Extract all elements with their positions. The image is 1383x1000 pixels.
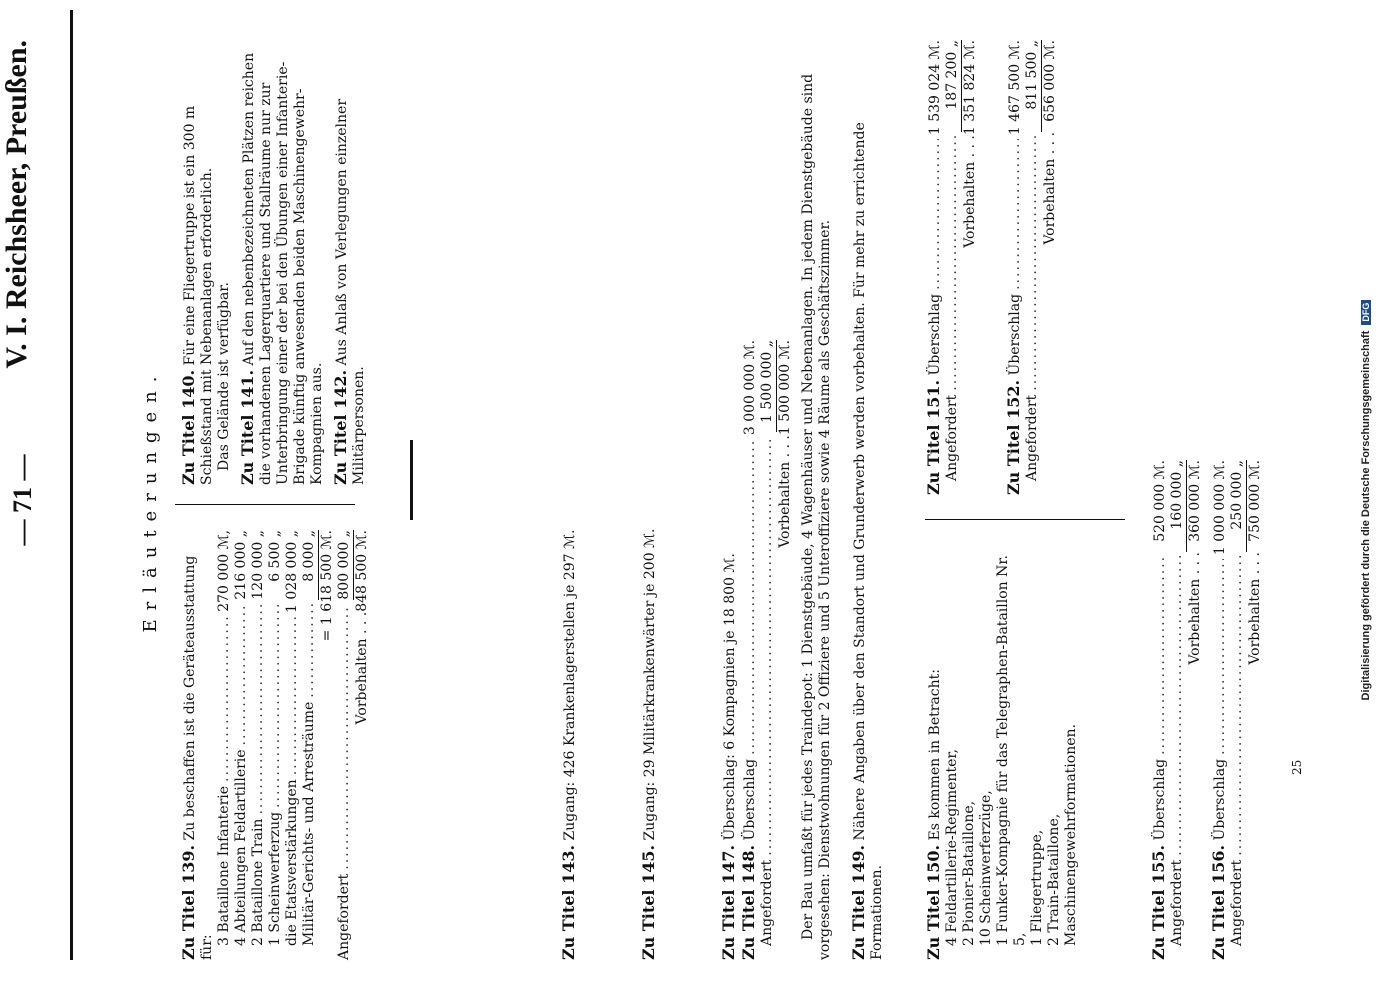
- titel-145-text: Zugang: 29 Militärkrankenwärter je 200 ℳ.: [642, 528, 658, 841]
- dfg-logo: DFG: [1361, 300, 1371, 325]
- titel-139-vorbehalten: Vorbehalten . . . 848 500 ℳ.: [354, 530, 370, 725]
- digitization-credit: [1360, 0, 1372, 1000]
- list-item: 4 Feldartillerie-Regimenter,: [944, 749, 960, 946]
- titel-139-lines: [216, 530, 319, 960]
- titel-142: [332, 40, 368, 485]
- list-item: 2 Pionier-Bataillone,: [961, 800, 977, 946]
- titel-141-head: Zu Titel 141.: [238, 369, 257, 485]
- titel-143: [560, 60, 579, 960]
- list-item: 1 Fliegertruppe,: [1029, 829, 1045, 946]
- titel-151: Zu Titel 151. Überschlag ..... 1 539 024 ℳ. Angefordert ..... 187 200 „ Vorbehalten . . . 1 351 824 ℳ.: [925, 40, 979, 495]
- titel-139-line: 4 Abteilungen Feldartillerie ..... 216 000 „: [233, 530, 250, 946]
- titel-139-intro: Zu beschaffen ist die Geräteausstattung für:: [182, 555, 215, 960]
- titel-139-line: die Etatsverstärkungen ..... 1 028 000 „: [284, 530, 301, 946]
- titel-140-text2: Das Gelände ist verfügbar.: [216, 282, 232, 471]
- titel-145: [640, 60, 659, 960]
- titel-155-head: Zu Titel 155.: [1149, 844, 1168, 960]
- titel-139-total: = 1 618 500 ℳ.: [319, 530, 335, 642]
- titel-139-line: Militär-Gerichts- und Arresträume ..... 8 000 „: [301, 530, 319, 946]
- titel-156-head: Zu Titel 156.: [1209, 844, 1228, 960]
- titel-149: [850, 40, 886, 960]
- titel-150: [925, 540, 1080, 960]
- titel-148-angefordert: Angefordert ..... 1 500 000 „: [759, 340, 777, 960]
- titel-152-head: Zu Titel 152.: [1004, 379, 1023, 495]
- titel-140: [180, 40, 233, 485]
- titel-142-head: Zu Titel 142.: [331, 369, 350, 485]
- titel-143-head: Zu Titel 143.: [559, 844, 578, 960]
- titel-141-text: Auf den nebenbezeichneten Plätzen reichen die vorhandenen Lagerquartiere und Stallräume nur zur Unterbringung einer der bei den Übungen einer Infanterie-Brigade künftig anwesenden beiden Maschinengewehr-Kompagnien aus.: [241, 52, 325, 485]
- titel-155: Zu Titel 155. Überschlag ..... 520 000 ℳ. Angefordert ..... 160 000 „ Vorbehalten . . . 360 000 ℳ.: [1150, 460, 1204, 960]
- titel-139-line: 1 Scheinwerferzug ..... 6 500 „: [267, 530, 284, 946]
- titel-140-text: Für eine Fliegertruppe ist ein 300 m Schießstand mit Nebenanlagen erforderlich.: [182, 105, 215, 485]
- titel-147-head: Zu Titel 147.: [719, 844, 738, 960]
- titel-150-head: Zu Titel 150.: [924, 844, 943, 960]
- titel-139-angefordert: Angefordert ..... 800 000 „: [336, 530, 354, 960]
- titel-147-text: Überschlag: 6 Kompagnien je 18 800 ℳ.: [722, 553, 738, 841]
- titel-150-list: [944, 540, 1080, 960]
- titel-142-text: Aus Anlaß von Verlegungen einzelner Militärpersonen.: [334, 98, 367, 485]
- credit-text: Digitalisierung gefördert durch die Deutsche Forschungsgemeinschaft: [1360, 330, 1372, 701]
- titel-145-head: Zu Titel 145.: [639, 844, 658, 960]
- titel-148-vorbehalten: Vorbehalten . . . 1 500 000 ℳ.: [777, 340, 793, 548]
- section-title: Erläuterungen.: [140, 367, 161, 633]
- titel-139: [180, 530, 371, 960]
- titel-143-text: Zugang: 426 Krankenlagerstellen je 297 ℳ.: [562, 529, 578, 841]
- titel-150-intro: Es kommen in Betracht:: [927, 669, 943, 841]
- column-divider-short: [410, 440, 413, 520]
- titel-149-head: Zu Titel 149.: [849, 844, 868, 960]
- titel-140-head: Zu Titel 140.: [179, 369, 198, 485]
- right-column: [180, 40, 374, 485]
- header-rule: [70, 10, 73, 960]
- titel-148-head: Zu Titel 148.: [739, 844, 758, 960]
- titel-152: Zu Titel 152. Überschlag ..... 1 467 500 ℳ. Angefordert ..... 811 500 „ Vorbehalten . . . 656 000 ℳ.: [1005, 40, 1059, 495]
- column-divider-vertical: [175, 504, 355, 505]
- titel-151-head: Zu Titel 151.: [924, 379, 943, 495]
- titel-139-line: 3 Bataillone Infanterie ..... 270 000 ℳ,: [216, 530, 233, 946]
- column-divider-lower: [925, 519, 1125, 520]
- titel-156: Zu Titel 156. Überschlag ..... 1 000 000 ℳ. Angefordert ..... 250 000 „ Vorbehalten . . . 750 000 ℳ.: [1210, 460, 1264, 960]
- titel-149-text: Nähere Angaben über den Standort und Grunderwerb werden vorbehalten. Für mehr zu errichtende Formationen.: [852, 122, 885, 960]
- scan-page-mark: 25: [1290, 759, 1304, 775]
- titel-148: [740, 340, 794, 960]
- page-number: — 71 —: [8, 454, 37, 546]
- list-item: 10 Scheinwerferzüge,: [978, 790, 994, 946]
- titel-141: [239, 40, 326, 485]
- titel-139-line: 2 Bataillone Train ..... 120 000 „: [250, 530, 267, 946]
- titel-148-ueberschlag: Zu Titel 148. Überschlag ..... 3 000 000 ℳ.: [740, 340, 759, 960]
- list-item: 2 Train-Bataillone,: [1046, 813, 1062, 946]
- titel-147: [720, 60, 739, 960]
- list-item: Maschinengewehrformationen.: [1063, 724, 1079, 946]
- running-title: V. I. Reichsheer, Preußen.: [0, 40, 33, 369]
- titel-139-head: Zu Titel 139.: [179, 844, 198, 960]
- titel-148-note: Der Bau umfaßt für jedes Traindepot: 1 Dienstgebäude, 4 Wagenhäuser und Nebenanlagen. In jedem Dienstgebäude sind vorgesehen: Dienstwohnungen für 2 Offiziere und 5 Unteroffiziere sowie 4 Räume als Geschäftszimmer.: [800, 73, 833, 960]
- list-item: 1 Funker-Kompagnie für das Telegraphen-Bataillon Nr. 5,: [995, 555, 1028, 946]
